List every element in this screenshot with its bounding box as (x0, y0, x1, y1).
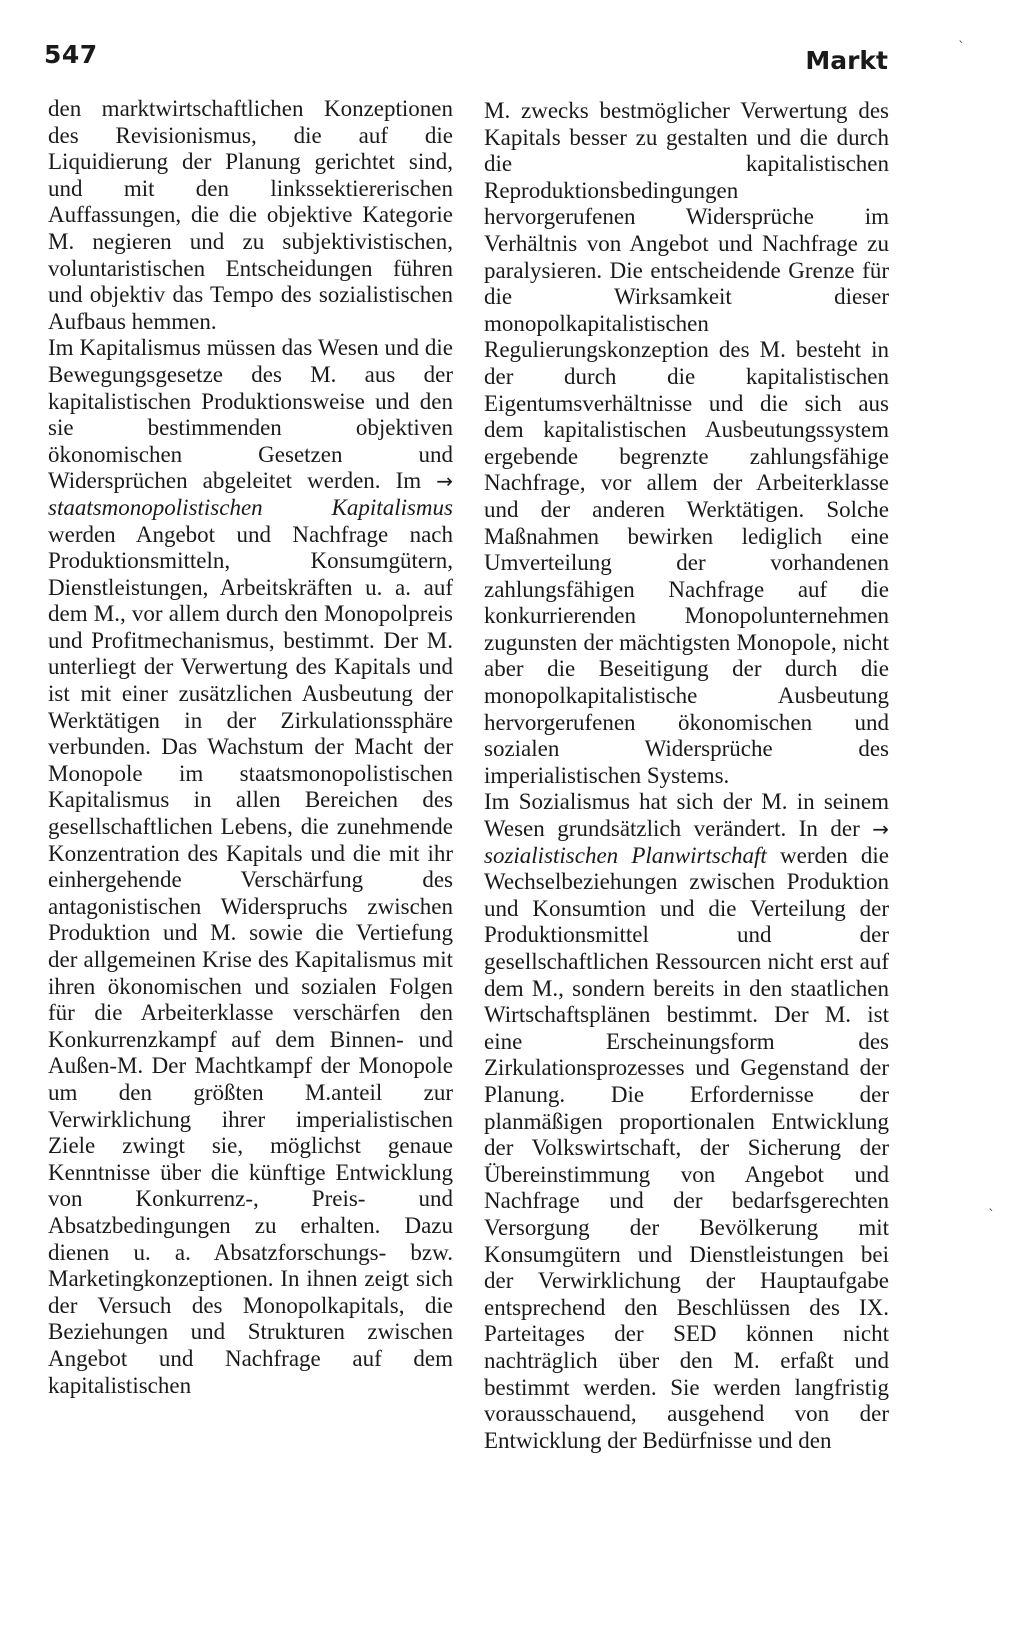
left-paragraph-2 (48, 335, 453, 1399)
right-paragraph-1: M. zwecks bestmöglicher Verwertung des Kapitals besser zu gestalten und die durch die kapitalistischen Reproduktionsbedingungen hervorgerufenen Widersprüche im Verhältnis von Angebot und Nachfrage zu paralysieren. Die entscheidende Grenze für die Wirksamkeit dieser monopolkapitalistischen Regulierungskonzeption des M. besteht in der durch die kapitalistischen Eigentumsverhältnisse und die sich aus dem kapitalistischen Ausbeutungssystem ergebende begrenzte zahlungsfähige Nachfrage, vor allem der Arbeiterklasse und der anderen Werktätigen. Solche Maßnahmen bewirken lediglich eine Umverteilung der vorhandenen zahlungsfähigen Nachfrage auf die konkurrierenden Monopolunternehmen zugunsten der mächtigsten Monopole, nicht aber die Beseitigung der durch die monopolkapitalistische Ausbeutung hervorgerufenen ökonomischen und sozialen Widersprüche des imperialistischen Systems. (484, 98, 889, 788)
left-column (48, 96, 453, 1399)
left-paragraph-2-body: werden Angebot und Nachfrage nach Produktionsmitteln, Konsumgütern, Dienstleistungen, Arbeitskräften u. a. auf dem M., vor allem durch den Monopolpreis und Profitmechanismus, bestimmt. Der M. unterliegt der Verwertung des Kapitals und ist mit einer zusätzlichen Ausbeutung der Werktätigen in der Zirkulationssphäre verbunden. Das Wachstum der Macht der Monopole im staatsmonopolistischen Kapitalismus in allen Bereichen des gesellschaftlichen Lebens, die zunehmende Konzentration des Kapitals und die mit ihr einhergehende Verschärfung des antagonistischen Widerspruchs zwischen Produktion und M. sowie die Vertiefung der allgemeinen Krise des Kapitalismus mit ihren ökonomischen und sozialen Folgen für die Arbeiterklasse verschärfen den Konkurrenzkampf auf dem Binnen- und Außen-M. Der Machtkampf der Monopole um den größten M.anteil zur Verwirklichung ihrer imperialistischen Ziele zwingt sie, möglichst genaue Kenntnisse über die künftige Entwicklung von Konkurrenz-, Preis- und Absatzbedingungen zu erhalten. Dazu dienen u. a. Absatzforschungs- bzw. Marketingkonzeptionen. In ihnen zeigt sich der Versuch des Monopolkapitals, die Beziehungen und Strukturen zwischen Angebot und Nachfrage auf dem kapitalistischen (48, 521, 453, 1398)
scan-speck-right-margin: ˋ (988, 1208, 995, 1224)
right-paragraph-2 (484, 789, 889, 1454)
right-column (484, 98, 889, 1454)
cross-reference-arrow-icon: → (872, 817, 889, 842)
cross-reference-arrow-icon: → (436, 469, 453, 494)
left-paragraph-2-lead: Im Kapitalismus müssen das Wesen und die Bewegungsgesetze des M. aus der kapitalistischen Produktionsweise und den sie bestimmenden objektiven ökonomischen Gesetzen und Widersprüchen abgeleitet werden. Im (48, 335, 453, 494)
running-head: Markt (805, 46, 888, 75)
right-paragraph-2-lead: Im Sozialismus hat sich der M. in seinem Wesen grundsätzlich verändert. In der (484, 789, 889, 842)
right-paragraph-2-body: werden die Wechselbeziehungen zwischen Produktion und Konsumtion und die Verteilung der Produktionsmittel und der gesellschaftlichen Ressourcen nicht erst auf dem M., sondern bereits in den staatlichen Wirtschaftsplänen bestimmt. Der M. ist eine Erscheinungsform des Zirkulationsprozesses und Gegenstand der Planung. Die Erfordernisse der planmäßigen proportionalen Entwicklung der Volkswirtschaft, der Sicherung der Übereinstimmung von Angebot und Nachfrage und der bedarfsgerechten Versorgung der Bevölkerung mit Konsumgütern und Dienstleistungen bei der Verwirklichung der Hauptaufgabe entsprechend den Beschlüssen des IX. Parteitages der SED können nicht nachträglich über den M. erfaßt und bestimmt werden. Sie werden langfristig vorausschauend, ausgehend von der Entwicklung der Bedürfnisse und den (484, 842, 889, 1453)
page-number: 547 (44, 40, 98, 69)
left-paragraph-1: den marktwirtschaftlichen Konzeptionen des Revisionismus, die auf die Liquidierung der Planung gerichtet sind, und mit den linkssektiererischen Auffassungen, die die objektive Kategorie M. negieren und zu subjektivistischen, voluntaristischen Entscheidungen führen und objektiv das Tempo des sozialistischen Aufbaus hemmen. (48, 96, 453, 334)
scan-speck-top-right: ˋ (958, 40, 965, 56)
cross-reference-sozialistische-planwirtschaft[interactable]: sozialistischen Planwirtschaft (484, 842, 767, 868)
cross-reference-staatsmonopolistischer-kapitalismus[interactable]: staatsmonopolistischen Kapitalismus (48, 494, 453, 520)
